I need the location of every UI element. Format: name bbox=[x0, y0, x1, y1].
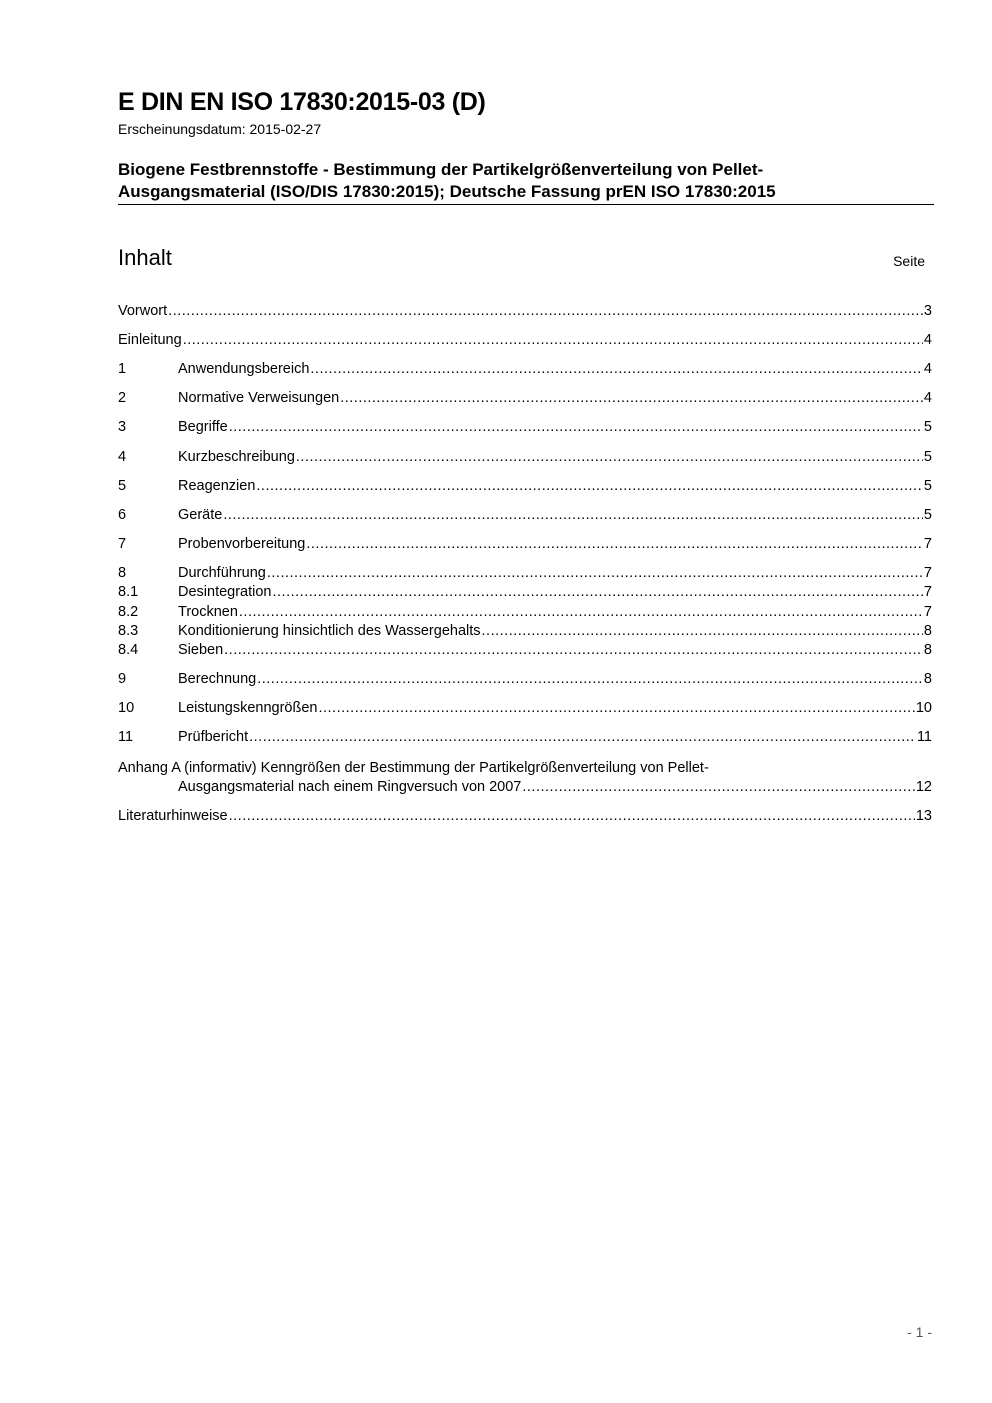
toc-entry-label: Trocknen bbox=[178, 604, 238, 620]
toc-entry-number: 8.1 bbox=[118, 584, 139, 600]
toc-entry-label: Kurzbeschreibung bbox=[178, 449, 295, 465]
toc-entry-label: Geräte bbox=[178, 507, 223, 523]
toc-entry-page: 8 bbox=[923, 623, 932, 639]
toc-entry-number: 5 bbox=[118, 478, 127, 494]
toc-entry-label: Einleitung bbox=[118, 332, 182, 348]
leader-dots bbox=[318, 698, 914, 718]
toc-entry-page: 7 bbox=[923, 536, 932, 552]
toc-entry-10[interactable] bbox=[118, 698, 932, 718]
toc-entry-9[interactable] bbox=[118, 669, 932, 689]
toc-entry-number: 10 bbox=[118, 700, 135, 716]
toc-entry-number: 9 bbox=[118, 671, 127, 687]
toc-entry-page: 7 bbox=[923, 565, 932, 581]
toc-entry-number: 6 bbox=[118, 507, 127, 523]
toc-entry-number: 1 bbox=[118, 361, 127, 377]
leader-dots bbox=[249, 727, 916, 747]
toc-entry-6[interactable] bbox=[118, 505, 932, 525]
leader-dots bbox=[257, 669, 923, 689]
toc-entry-8-3[interactable] bbox=[118, 621, 932, 641]
toc-entry-8-4[interactable] bbox=[118, 640, 932, 660]
toc-entry-einleitung[interactable] bbox=[118, 330, 932, 350]
toc-entry-11[interactable] bbox=[118, 727, 932, 747]
toc-entry-page: 4 bbox=[923, 361, 932, 377]
toc-entry-number: 8 bbox=[118, 565, 127, 581]
toc-entry-label: Durchführung bbox=[178, 565, 266, 581]
toc-entry-number: 7 bbox=[118, 536, 127, 552]
toc-entry-8-1[interactable] bbox=[118, 582, 932, 602]
toc-entry-page: 13 bbox=[915, 808, 932, 824]
toc-entry-page: 7 bbox=[923, 584, 932, 600]
leader-dots bbox=[310, 359, 923, 379]
toc-entry-label: Reagenzien bbox=[178, 478, 256, 494]
leader-dots bbox=[239, 602, 923, 622]
leader-dots bbox=[296, 447, 923, 467]
toc-entry-page: 5 bbox=[923, 449, 932, 465]
toc-entry-page: 5 bbox=[923, 478, 932, 494]
toc-entry-8[interactable] bbox=[118, 563, 932, 583]
toc-entry-page: 4 bbox=[923, 332, 932, 348]
toc-entry-1[interactable] bbox=[118, 359, 932, 379]
toc-entry-label: Ausgangsmaterial nach einem Ringversuch von 2007 bbox=[178, 779, 522, 795]
leader-dots bbox=[256, 476, 923, 496]
leader-dots bbox=[229, 417, 923, 437]
leader-dots bbox=[223, 505, 923, 525]
page-number: - 1 - bbox=[907, 1324, 932, 1340]
toc-entry-page: 8 bbox=[923, 671, 932, 687]
toc-entry-vorwort[interactable] bbox=[118, 301, 932, 321]
document-id: E DIN EN ISO 17830:2015-03 (D) bbox=[118, 88, 486, 116]
toc-entry-5[interactable] bbox=[118, 476, 932, 496]
toc-entry-page: 10 bbox=[915, 700, 932, 716]
publication-date: Erscheinungsdatum: 2015-02-27 bbox=[118, 121, 322, 137]
toc-entry-label: Literaturhinweise bbox=[118, 808, 228, 824]
toc-entry-page: 5 bbox=[923, 419, 932, 435]
toc-entry-label: Sieben bbox=[178, 642, 224, 658]
leader-dots bbox=[273, 582, 923, 602]
toc-entry-label: Leistungskenngrößen bbox=[178, 700, 318, 716]
toc-entry-7[interactable] bbox=[118, 534, 932, 554]
toc-entry-label: Prüfbericht bbox=[178, 729, 249, 745]
toc-entry-page: 7 bbox=[923, 604, 932, 620]
toc-heading: Inhalt bbox=[118, 245, 172, 270]
toc-annex-a[interactable] bbox=[178, 777, 932, 797]
toc-entry-label: Begriffe bbox=[178, 419, 228, 435]
toc-entry-8-2[interactable] bbox=[118, 602, 932, 622]
leader-dots bbox=[267, 563, 923, 583]
leader-dots bbox=[340, 388, 923, 408]
toc-entry-number: 2 bbox=[118, 390, 127, 406]
leader-dots bbox=[229, 806, 915, 826]
toc-entry-label: Vorwort bbox=[118, 303, 168, 319]
toc-entry-number: 4 bbox=[118, 449, 127, 465]
toc-entry-4[interactable] bbox=[118, 447, 932, 467]
toc-entry-number: 11 bbox=[118, 729, 134, 745]
title-line-2: Ausgangsmaterial (ISO/DIS 17830:2015); Deutsche Fassung prEN ISO 17830:2015 bbox=[118, 182, 776, 201]
toc-entry-page: 4 bbox=[923, 390, 932, 406]
toc-page-column-label: Seite bbox=[893, 253, 925, 269]
toc-entry-2[interactable] bbox=[118, 388, 932, 408]
toc-entry-3[interactable] bbox=[118, 417, 932, 437]
toc-entry-number: 8.4 bbox=[118, 642, 139, 658]
toc-entry-label: Probenvorbereitung bbox=[178, 536, 306, 552]
toc-entry-number: 8.3 bbox=[118, 623, 139, 639]
toc-entry-literaturhinweise[interactable] bbox=[118, 806, 932, 826]
leader-dots bbox=[168, 301, 923, 321]
leader-dots bbox=[306, 534, 923, 554]
toc-entry-number: 8.2 bbox=[118, 604, 139, 620]
toc-entry-page: 5 bbox=[923, 507, 932, 523]
leader-dots bbox=[183, 330, 923, 350]
toc-entry-label: Anwendungsbereich bbox=[178, 361, 310, 377]
toc-annex-a-title[interactable]: Anhang A (informativ) Kenngrößen der Bestimmung der Partikelgrößenverteilung von Pellet- bbox=[118, 760, 709, 776]
toc-entry-page: 8 bbox=[923, 642, 932, 658]
toc-entry-label: Konditionierung hinsichtlich des Wassergehalts bbox=[178, 623, 481, 639]
toc-entry-label: Desintegration bbox=[178, 584, 272, 600]
title-line-1: Biogene Festbrennstoffe - Bestimmung der Partikelgrößenverteilung von Pellet- bbox=[118, 160, 764, 179]
leader-dots bbox=[224, 640, 923, 660]
toc-entry-page: 12 bbox=[915, 779, 932, 795]
toc-entry-label: Berechnung bbox=[178, 671, 257, 687]
toc-entry-page: 3 bbox=[923, 303, 932, 319]
leader-dots bbox=[482, 621, 923, 641]
leader-dots bbox=[522, 777, 914, 797]
toc-entry-label: Normative Verweisungen bbox=[178, 390, 340, 406]
toc-entry-page: 11 bbox=[916, 729, 932, 745]
toc-entry-number: 3 bbox=[118, 419, 127, 435]
document-title bbox=[118, 159, 934, 205]
